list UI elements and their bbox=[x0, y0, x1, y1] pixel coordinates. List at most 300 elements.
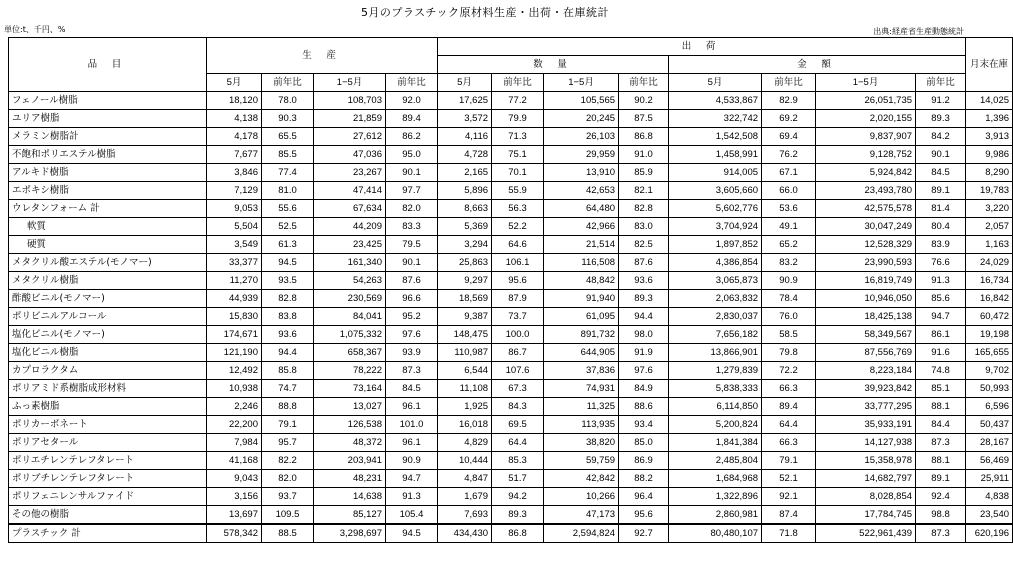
row-value: 22,200 bbox=[207, 416, 262, 434]
table-row bbox=[9, 470, 1013, 488]
table-row bbox=[9, 380, 1013, 398]
row-value: 82.9 bbox=[762, 92, 816, 110]
row-value: 88.1 bbox=[916, 398, 966, 416]
table-row bbox=[9, 362, 1013, 380]
row-value: 8,663 bbox=[438, 200, 492, 218]
table-row bbox=[9, 92, 1013, 110]
row-value: 3,294 bbox=[438, 236, 492, 254]
row-value: 94.5 bbox=[386, 524, 438, 543]
table-row bbox=[9, 344, 1013, 362]
row-value: 97.7 bbox=[386, 182, 438, 200]
row-value: 83.3 bbox=[386, 218, 438, 236]
row-value: 42,575,578 bbox=[816, 200, 916, 218]
row-value: 18,425,138 bbox=[816, 308, 916, 326]
row-value: 92.7 bbox=[619, 524, 669, 543]
table-row bbox=[9, 272, 1013, 290]
table-row bbox=[9, 164, 1013, 182]
row-value: 108,703 bbox=[314, 92, 386, 110]
row-value: 96.1 bbox=[386, 434, 438, 452]
row-value: 5,504 bbox=[207, 218, 262, 236]
row-name: ポリカーボネート bbox=[9, 416, 207, 434]
row-value: 79.8 bbox=[762, 344, 816, 362]
table-row bbox=[9, 398, 1013, 416]
row-value: 58,349,567 bbox=[816, 326, 916, 344]
row-value: 17,784,745 bbox=[816, 506, 916, 525]
row-value: 71.3 bbox=[492, 128, 544, 146]
header-prod-may-yoy: 前年比 bbox=[262, 74, 314, 92]
row-value: 87.5 bbox=[619, 110, 669, 128]
row-value: 82.2 bbox=[262, 452, 314, 470]
row-value: 48,231 bbox=[314, 470, 386, 488]
row-value: 65.2 bbox=[762, 236, 816, 254]
row-value: 914,005 bbox=[669, 164, 762, 182]
row-value: 67.1 bbox=[762, 164, 816, 182]
row-value: 49.1 bbox=[762, 218, 816, 236]
row-value: 109.5 bbox=[262, 506, 314, 525]
row-value: 6,114,850 bbox=[669, 398, 762, 416]
row-value: 891,732 bbox=[544, 326, 619, 344]
row-value: 89.3 bbox=[492, 506, 544, 525]
row-value: 1,684,968 bbox=[669, 470, 762, 488]
row-value: 1,458,991 bbox=[669, 146, 762, 164]
row-value: 85.8 bbox=[262, 362, 314, 380]
row-value: 2,020,155 bbox=[816, 110, 916, 128]
row-value: 23,540 bbox=[966, 506, 1013, 525]
table-row bbox=[9, 452, 1013, 470]
header-production: 生 産 bbox=[207, 38, 438, 74]
row-name: 酢酸ビニル(モノマー) bbox=[9, 290, 207, 308]
row-value: 61.3 bbox=[262, 236, 314, 254]
row-value: 83.8 bbox=[262, 308, 314, 326]
row-value: 64,480 bbox=[544, 200, 619, 218]
row-value: 16,734 bbox=[966, 272, 1013, 290]
row-value: 86.9 bbox=[619, 452, 669, 470]
row-name: メタクリル樹脂 bbox=[9, 272, 207, 290]
row-value: 82.5 bbox=[619, 236, 669, 254]
row-value: 44,939 bbox=[207, 290, 262, 308]
row-value: 33,377 bbox=[207, 254, 262, 272]
row-value: 107.6 bbox=[492, 362, 544, 380]
row-value: 47,173 bbox=[544, 506, 619, 525]
row-value: 69.5 bbox=[492, 416, 544, 434]
row-value: 9,986 bbox=[966, 146, 1013, 164]
table-row bbox=[9, 416, 1013, 434]
row-value: 96.6 bbox=[386, 290, 438, 308]
row-value: 93.6 bbox=[262, 326, 314, 344]
row-value: 3,846 bbox=[207, 164, 262, 182]
row-value: 94.5 bbox=[262, 254, 314, 272]
row-value: 3,298,697 bbox=[314, 524, 386, 543]
row-value: 74.8 bbox=[916, 362, 966, 380]
row-value: 16,819,749 bbox=[816, 272, 916, 290]
row-value: 3,572 bbox=[438, 110, 492, 128]
row-value: 2,057 bbox=[966, 218, 1013, 236]
row-value: 13,697 bbox=[207, 506, 262, 525]
row-value: 101.0 bbox=[386, 416, 438, 434]
row-value: 230,569 bbox=[314, 290, 386, 308]
row-value: 7,677 bbox=[207, 146, 262, 164]
row-value: 4,116 bbox=[438, 128, 492, 146]
row-value: 76.0 bbox=[762, 308, 816, 326]
row-value: 91.3 bbox=[916, 272, 966, 290]
source-label: 出典:経産省生産動態統計 bbox=[873, 27, 964, 36]
row-value: 203,941 bbox=[314, 452, 386, 470]
row-name: フェノール樹脂 bbox=[9, 92, 207, 110]
row-value: 64.4 bbox=[492, 434, 544, 452]
row-value: 91.6 bbox=[916, 344, 966, 362]
row-value: 3,704,924 bbox=[669, 218, 762, 236]
row-value: 88.5 bbox=[262, 524, 314, 543]
row-value: 105.4 bbox=[386, 506, 438, 525]
row-value: 87.4 bbox=[762, 506, 816, 525]
row-name: ポリビニルアルコール bbox=[9, 308, 207, 326]
row-value: 74.7 bbox=[262, 380, 314, 398]
row-value: 44,209 bbox=[314, 218, 386, 236]
row-value: 12,528,329 bbox=[816, 236, 916, 254]
row-value: 110,987 bbox=[438, 344, 492, 362]
row-value: 14,025 bbox=[966, 92, 1013, 110]
row-value: 9,053 bbox=[207, 200, 262, 218]
row-value: 21,514 bbox=[544, 236, 619, 254]
row-value: 96.1 bbox=[386, 398, 438, 416]
row-value: 90.9 bbox=[386, 452, 438, 470]
row-value: 4,829 bbox=[438, 434, 492, 452]
row-value: 42,842 bbox=[544, 470, 619, 488]
row-value: 148,475 bbox=[438, 326, 492, 344]
row-value: 90.1 bbox=[386, 254, 438, 272]
row-value: 83.2 bbox=[762, 254, 816, 272]
row-value: 11,108 bbox=[438, 380, 492, 398]
row-value: 10,946,050 bbox=[816, 290, 916, 308]
row-value: 28,167 bbox=[966, 434, 1013, 452]
row-value: 25,911 bbox=[966, 470, 1013, 488]
row-value: 77.4 bbox=[262, 164, 314, 182]
row-value: 20,245 bbox=[544, 110, 619, 128]
row-name: ポリアミド系樹脂成形材料 bbox=[9, 380, 207, 398]
row-value: 47,414 bbox=[314, 182, 386, 200]
row-value: 93.5 bbox=[262, 272, 314, 290]
row-value: 9,128,752 bbox=[816, 146, 916, 164]
row-value: 90.1 bbox=[386, 164, 438, 182]
row-value: 85,127 bbox=[314, 506, 386, 525]
row-value: 93.4 bbox=[619, 416, 669, 434]
header-shipments: 出 荷 bbox=[438, 38, 966, 56]
table-row bbox=[9, 524, 1013, 543]
row-value: 84.5 bbox=[386, 380, 438, 398]
row-value: 95.6 bbox=[492, 272, 544, 290]
row-value: 105,565 bbox=[544, 92, 619, 110]
row-value: 3,549 bbox=[207, 236, 262, 254]
row-value: 5,896 bbox=[438, 182, 492, 200]
row-value: 91.2 bbox=[916, 92, 966, 110]
row-value: 91,940 bbox=[544, 290, 619, 308]
row-value: 578,342 bbox=[207, 524, 262, 543]
header-qty-jan-may: 1−5月 bbox=[544, 74, 619, 92]
row-value: 4,847 bbox=[438, 470, 492, 488]
row-value: 86.7 bbox=[492, 344, 544, 362]
table-row bbox=[9, 128, 1013, 146]
row-value: 18,120 bbox=[207, 92, 262, 110]
header-qty-jan-may-yoy: 前年比 bbox=[619, 74, 669, 92]
row-value: 8,290 bbox=[966, 164, 1013, 182]
unit-label: 単位:t、千円、% bbox=[4, 25, 66, 34]
row-value: 8,028,854 bbox=[816, 488, 916, 506]
row-value: 48,842 bbox=[544, 272, 619, 290]
row-value: 67,634 bbox=[314, 200, 386, 218]
row-value: 6,596 bbox=[966, 398, 1013, 416]
row-value: 39,923,842 bbox=[816, 380, 916, 398]
row-value: 322,742 bbox=[669, 110, 762, 128]
row-value: 88.6 bbox=[619, 398, 669, 416]
row-value: 17,625 bbox=[438, 92, 492, 110]
row-value: 35,933,191 bbox=[816, 416, 916, 434]
row-value: 87.3 bbox=[386, 362, 438, 380]
row-value: 97.6 bbox=[619, 362, 669, 380]
row-value: 4,838 bbox=[966, 488, 1013, 506]
row-value: 2,594,824 bbox=[544, 524, 619, 543]
row-value: 100.0 bbox=[492, 326, 544, 344]
row-value: 4,728 bbox=[438, 146, 492, 164]
row-value: 86.8 bbox=[492, 524, 544, 543]
row-value: 18,569 bbox=[438, 290, 492, 308]
row-value: 84.4 bbox=[916, 416, 966, 434]
row-value: 88.2 bbox=[619, 470, 669, 488]
row-value: 67.3 bbox=[492, 380, 544, 398]
row-value: 87.3 bbox=[916, 524, 966, 543]
row-value: 52.1 bbox=[762, 470, 816, 488]
row-value: 69.2 bbox=[762, 110, 816, 128]
row-name: ユリア樹脂 bbox=[9, 110, 207, 128]
row-value: 65.5 bbox=[262, 128, 314, 146]
row-value: 165,655 bbox=[966, 344, 1013, 362]
row-value: 86.2 bbox=[386, 128, 438, 146]
row-value: 10,444 bbox=[438, 452, 492, 470]
row-value: 1,679 bbox=[438, 488, 492, 506]
row-name: ポリアセタール bbox=[9, 434, 207, 452]
row-name: 不飽和ポリエステル樹脂 bbox=[9, 146, 207, 164]
header-prod-may: 5月 bbox=[207, 74, 262, 92]
row-value: 26,103 bbox=[544, 128, 619, 146]
row-value: 24,029 bbox=[966, 254, 1013, 272]
row-value: 79.1 bbox=[262, 416, 314, 434]
row-value: 2,830,037 bbox=[669, 308, 762, 326]
row-value: 74,931 bbox=[544, 380, 619, 398]
row-value: 85.5 bbox=[262, 146, 314, 164]
row-name: エポキシ樹脂 bbox=[9, 182, 207, 200]
row-value: 14,638 bbox=[314, 488, 386, 506]
row-value: 94.2 bbox=[492, 488, 544, 506]
row-value: 95.2 bbox=[386, 308, 438, 326]
row-value: 161,340 bbox=[314, 254, 386, 272]
row-value: 6,544 bbox=[438, 362, 492, 380]
row-value: 23,425 bbox=[314, 236, 386, 254]
row-value: 92.1 bbox=[762, 488, 816, 506]
row-value: 84,041 bbox=[314, 308, 386, 326]
row-value: 5,602,776 bbox=[669, 200, 762, 218]
row-value: 64.4 bbox=[762, 416, 816, 434]
row-value: 13,866,901 bbox=[669, 344, 762, 362]
row-value: 64.6 bbox=[492, 236, 544, 254]
row-value: 85.3 bbox=[492, 452, 544, 470]
row-value: 78.4 bbox=[762, 290, 816, 308]
row-value: 19,198 bbox=[966, 326, 1013, 344]
row-value: 14,127,938 bbox=[816, 434, 916, 452]
row-value: 82.0 bbox=[262, 470, 314, 488]
row-value: 658,367 bbox=[314, 344, 386, 362]
row-value: 9,387 bbox=[438, 308, 492, 326]
row-value: 644,905 bbox=[544, 344, 619, 362]
row-value: 91.9 bbox=[619, 344, 669, 362]
page-title: 5月のプラスチック原材料生産・出荷・在庫統計 bbox=[360, 6, 610, 19]
row-value: 66.3 bbox=[762, 380, 816, 398]
row-value: 47,036 bbox=[314, 146, 386, 164]
row-value: 82.0 bbox=[386, 200, 438, 218]
row-value: 52.5 bbox=[262, 218, 314, 236]
row-value: 83.0 bbox=[619, 218, 669, 236]
row-value: 15,358,978 bbox=[816, 452, 916, 470]
row-value: 1,925 bbox=[438, 398, 492, 416]
row-value: 86.1 bbox=[916, 326, 966, 344]
row-value: 92.0 bbox=[386, 92, 438, 110]
row-value: 5,369 bbox=[438, 218, 492, 236]
row-value: 70.1 bbox=[492, 164, 544, 182]
row-value: 92.4 bbox=[916, 488, 966, 506]
row-value: 73.7 bbox=[492, 308, 544, 326]
row-value: 4,138 bbox=[207, 110, 262, 128]
row-value: 50,437 bbox=[966, 416, 1013, 434]
header-amt-jan-may-yoy: 前年比 bbox=[916, 74, 966, 92]
row-value: 174,671 bbox=[207, 326, 262, 344]
row-value: 84.5 bbox=[916, 164, 966, 182]
row-value: 55.6 bbox=[262, 200, 314, 218]
row-value: 1,396 bbox=[966, 110, 1013, 128]
row-value: 75.1 bbox=[492, 146, 544, 164]
row-value: 15,830 bbox=[207, 308, 262, 326]
row-value: 2,485,804 bbox=[669, 452, 762, 470]
row-value: 94.4 bbox=[619, 308, 669, 326]
header-amt-may-yoy: 前年比 bbox=[762, 74, 816, 92]
row-value: 7,693 bbox=[438, 506, 492, 525]
row-value: 23,990,593 bbox=[816, 254, 916, 272]
row-value: 76.2 bbox=[762, 146, 816, 164]
row-value: 82.8 bbox=[262, 290, 314, 308]
row-value: 2,165 bbox=[438, 164, 492, 182]
row-value: 9,837,907 bbox=[816, 128, 916, 146]
row-name: 塩化ビニル(モノマー) bbox=[9, 326, 207, 344]
row-value: 66.0 bbox=[762, 182, 816, 200]
row-name: 塩化ビニル樹脂 bbox=[9, 344, 207, 362]
row-value: 89.3 bbox=[619, 290, 669, 308]
header-qty-may-yoy: 前年比 bbox=[492, 74, 544, 92]
row-value: 14,682,797 bbox=[816, 470, 916, 488]
row-value: 38,820 bbox=[544, 434, 619, 452]
statistics-table bbox=[8, 37, 1013, 543]
row-value: 94.4 bbox=[262, 344, 314, 362]
row-value: 8,223,184 bbox=[816, 362, 916, 380]
row-value: 42,653 bbox=[544, 182, 619, 200]
row-value: 9,702 bbox=[966, 362, 1013, 380]
table-row bbox=[9, 326, 1013, 344]
row-value: 81.0 bbox=[262, 182, 314, 200]
table-row bbox=[9, 200, 1013, 218]
row-value: 522,961,439 bbox=[816, 524, 916, 543]
row-value: 87.6 bbox=[386, 272, 438, 290]
table-row bbox=[9, 308, 1013, 326]
row-value: 9,297 bbox=[438, 272, 492, 290]
row-value: 1,841,384 bbox=[669, 434, 762, 452]
row-value: 1,163 bbox=[966, 236, 1013, 254]
row-value: 83.9 bbox=[916, 236, 966, 254]
row-value: 84.3 bbox=[492, 398, 544, 416]
header-prod-jan-may-yoy: 前年比 bbox=[386, 74, 438, 92]
row-name: ウレタンフォーム 計 bbox=[9, 200, 207, 218]
row-value: 11,270 bbox=[207, 272, 262, 290]
row-value: 81.4 bbox=[916, 200, 966, 218]
row-value: 54,263 bbox=[314, 272, 386, 290]
row-value: 620,196 bbox=[966, 524, 1013, 543]
row-value: 84.9 bbox=[619, 380, 669, 398]
row-value: 82.8 bbox=[619, 200, 669, 218]
row-value: 72.2 bbox=[762, 362, 816, 380]
row-name: 軟質 bbox=[9, 218, 207, 236]
row-value: 4,178 bbox=[207, 128, 262, 146]
row-value: 93.7 bbox=[262, 488, 314, 506]
row-value: 84.2 bbox=[916, 128, 966, 146]
row-value: 106.1 bbox=[492, 254, 544, 272]
row-value: 91.3 bbox=[386, 488, 438, 506]
row-value: 42,966 bbox=[544, 218, 619, 236]
row-value: 73,164 bbox=[314, 380, 386, 398]
row-value: 94.7 bbox=[916, 308, 966, 326]
row-value: 59,759 bbox=[544, 452, 619, 470]
row-name: プラスチック 計 bbox=[9, 524, 207, 543]
row-value: 52.2 bbox=[492, 218, 544, 236]
header-amt-may: 5月 bbox=[669, 74, 762, 92]
row-value: 89.3 bbox=[916, 110, 966, 128]
row-value: 126,538 bbox=[314, 416, 386, 434]
row-value: 5,200,824 bbox=[669, 416, 762, 434]
row-name: その他の樹脂 bbox=[9, 506, 207, 525]
row-value: 23,267 bbox=[314, 164, 386, 182]
row-value: 3,605,660 bbox=[669, 182, 762, 200]
row-name: 硬質 bbox=[9, 236, 207, 254]
table-row bbox=[9, 218, 1013, 236]
row-value: 80.4 bbox=[916, 218, 966, 236]
row-value: 3,065,873 bbox=[669, 272, 762, 290]
row-name: ふっ素樹脂 bbox=[9, 398, 207, 416]
row-value: 1,542,508 bbox=[669, 128, 762, 146]
row-value: 90.2 bbox=[619, 92, 669, 110]
row-value: 50,993 bbox=[966, 380, 1013, 398]
row-value: 90.3 bbox=[262, 110, 314, 128]
row-value: 7,129 bbox=[207, 182, 262, 200]
row-value: 89.1 bbox=[916, 470, 966, 488]
row-value: 85.0 bbox=[619, 434, 669, 452]
row-value: 89.4 bbox=[762, 398, 816, 416]
row-value: 66.3 bbox=[762, 434, 816, 452]
row-value: 113,935 bbox=[544, 416, 619, 434]
header-amount: 金 額 bbox=[669, 56, 966, 74]
table-row bbox=[9, 146, 1013, 164]
row-value: 82.1 bbox=[619, 182, 669, 200]
row-value: 87,556,769 bbox=[816, 344, 916, 362]
row-value: 16,842 bbox=[966, 290, 1013, 308]
row-value: 91.0 bbox=[619, 146, 669, 164]
table-row bbox=[9, 254, 1013, 272]
row-value: 7,656,182 bbox=[669, 326, 762, 344]
table-body bbox=[9, 92, 1013, 543]
header-qty-may: 5月 bbox=[438, 74, 492, 92]
